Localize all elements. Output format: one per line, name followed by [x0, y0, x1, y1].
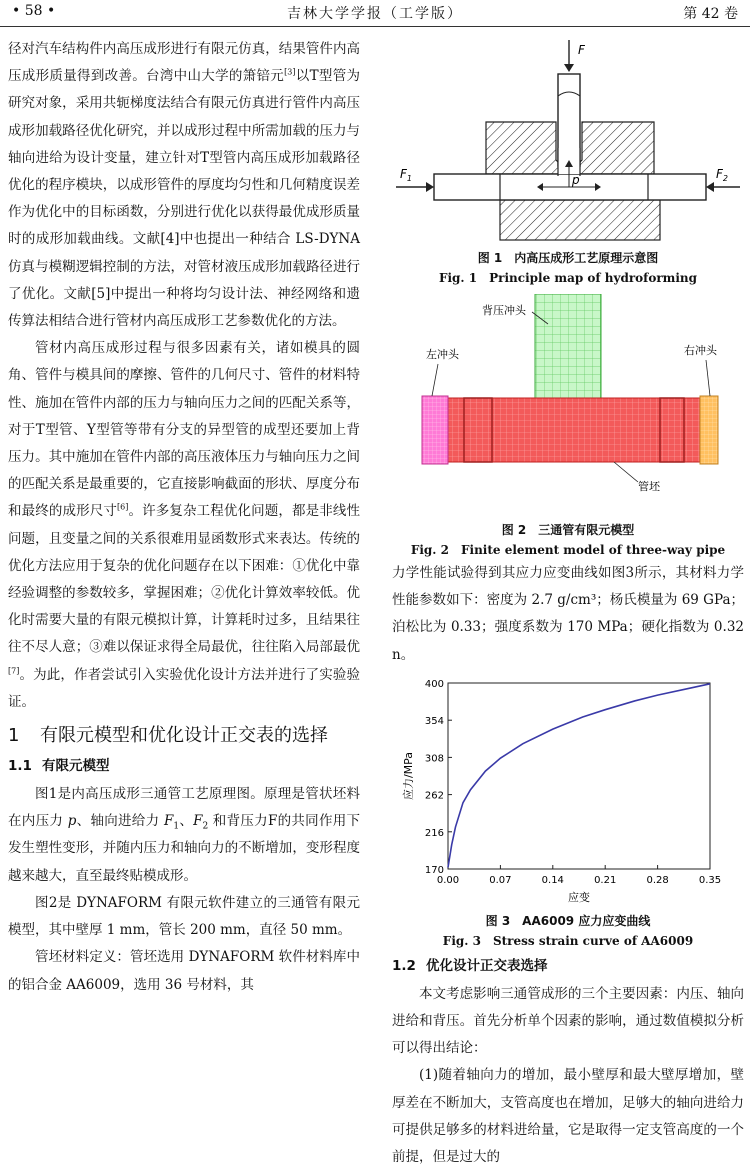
tube-label: 管坯	[638, 480, 660, 493]
left-column	[8, 36, 360, 999]
right-punch-mesh	[700, 396, 718, 464]
paragraph-5: 管坯材料定义：管坯选用 DYNAFORM 软件材料库中的铝合金 AA6009，选用 36 号材料，其	[8, 949, 360, 993]
stress-strain-curve	[448, 684, 710, 868]
volume-number: 第 42 卷	[683, 6, 738, 22]
x-tick-label: 0.07	[489, 874, 512, 886]
y-tick-label: 354	[424, 716, 444, 728]
right-column	[392, 36, 744, 1171]
x-tick-label: 0.14	[541, 874, 564, 886]
figure-3-caption-en: Fig. 3 Stress strain curve of AA6009	[442, 933, 694, 948]
y-tick-label: 170	[424, 864, 444, 876]
paragraph-6: 力学性能试验得到其应力应变曲线如图3所示，其材料力学性能参数如下：密度为 2.7 g/cm³；杨氏模量为 69 GPa；泊松比为 0.33；强度系数为 170 MPa；硬化指数为 0.32 n。	[392, 565, 744, 663]
back-punch-label: 背压冲头	[482, 304, 526, 317]
x-tick-label: 0.28	[646, 874, 669, 886]
figure-1	[392, 36, 744, 288]
figure-2	[392, 294, 744, 560]
hydroforming-diagram	[392, 36, 744, 244]
journal-title: 吉林大学学报（工学版）	[287, 6, 463, 22]
y-axis-label: 应力/MPa	[402, 751, 415, 800]
back-pressure-punch-mesh	[535, 294, 601, 406]
paragraph-4: 图2是 DYNAFORM 有限元软件建立的三通管有限元模型，其中壁厚 1 mm，管长 200 mm，直径 50 mm。	[8, 894, 360, 939]
y-tick-label: 262	[424, 790, 444, 802]
figure-1-caption-cn: 图 1 内高压成形工艺原理示意图	[477, 251, 659, 265]
figure-1-caption-en: Fig. 1 Principle map of hydroforming	[438, 271, 698, 285]
section-heading-1	[8, 720, 360, 751]
paragraph-2: 管材内高压成形过程与很多因素有关，诸如模具的圆角、管件与模具间的摩擦、管件的几何尺寸、管件的材料特性、施加在管件内部的压力与轴向压力之间的匹配关系等，对于T型管、Y型管等带有分支的异型管的成型还要加上背压力。其中施加在管件内部的高压液体压力与轴向压力之间的匹配关系是最重要的，它直接影响截面的形状、厚度分布和最终的成形尺寸[6]。许多复杂工程优化问题，都是非线性问题，且变量之间的关系很难用显函数形式来表达。传统的优化方法应用于复杂的优化问题存在以下困难：①优化中靠经验调整的参数较多，掌握困难；②优化计算效率较低。优化时需要大量的有限元模拟计算，计算耗时过多，且结果往往不尽人意；③难以保证求得全局最优，往往陷入局部最优[7]。为此，作者尝试引入实验优化设计方法并进行了实验验证。	[8, 340, 361, 710]
force-F2-label: $F_2$	[716, 167, 728, 183]
subsection-heading-1-1: 1.1 有限元模型	[8, 758, 110, 775]
x-tick-label: 0.00	[436, 874, 460, 886]
citation-6[interactable]: [6]	[117, 502, 129, 512]
left-punch-label: 左冲头	[426, 348, 459, 361]
figure-3	[392, 673, 744, 951]
plot-area	[448, 683, 710, 869]
y-tick-label: 400	[424, 678, 444, 690]
paragraph-8: (1)随着轴向力的增加，最小壁厚和最大壁厚增加，壁厚差在不断加大，支管高度也在增加，足够大的轴向进给力可提供足够多的材料进给量，它是取得一定支管高度的一个前提，但是过大的	[392, 1067, 744, 1166]
x-tick-label: 0.35	[698, 874, 722, 886]
x-axis-label: 应变	[568, 890, 590, 904]
section-title: 有限元模型和优化设计正交表的选择	[40, 725, 328, 747]
y-tick-label: 308	[424, 753, 444, 765]
citation-7[interactable]: [7]	[8, 666, 20, 676]
force-F1-label: $F_1$	[400, 167, 412, 183]
page-number: • 58 •	[12, 3, 56, 19]
figure-2-caption-en: Fig. 2 Finite element model of three-way pipe	[410, 543, 726, 557]
right-punch-label: 右冲头	[684, 344, 717, 357]
paragraph-3: 图1是内高压成形三通管工艺原理图。原理是管状坯料在内压力 p、轴向进给力 $F_1$、$F_2$ 和背压力F的共同作用下发生塑性变形，并随内压力和轴向力的不断增加，变形程度越来越大，直至最终贴模成形。	[8, 786, 361, 884]
paragraph-1: 径对汽车结构件内高压成形进行有限元仿真，结果管件内高压成形质量得到改善。台湾中山大学的箫锫元[3]以T型管为研究对象，采用共轭梯度法结合有限元仿真进行管件内高压成形加载路径优化研究，并以成形过程中所需加载的压力与轴向进给为设计变量，建立针对T型管内高压成形加载路径优化的程序模块，以成形管件的厚度均匀性和几何精度误差作为优化中的目标函数，分别进行优化以获得最优成形质量时的成形加载曲线。文献[4]中也提出一种结合 LS-DYNA 仿真与模糊逻辑控制的方法，对管材液压成形加载路径进行了优化。文献[5]中提出一种将均匀设计法、神经网络和遗传算法相结合进行管材内高压成形工艺参数优化的方法。	[8, 41, 361, 330]
x-tick-label: 0.21	[594, 874, 617, 886]
section-number: 1	[8, 725, 20, 747]
left-punch-mesh	[422, 396, 448, 464]
fem-model-diagram	[392, 294, 744, 516]
running-header	[0, 0, 750, 27]
stress-strain-chart	[392, 673, 744, 907]
force-F-label: F	[578, 43, 585, 57]
y-tick-label: 216	[424, 827, 444, 839]
figure-3-caption-cn: 图 3 AA6009 应力应变曲线	[485, 913, 651, 928]
paragraph-7: 本文考虑影响三通管成形的三个主要因素：内压、轴向进给和背压。首先分析单个因素的影响，通过数值模拟分析可以得出结论：	[392, 985, 744, 1057]
citation-3[interactable]: [3]	[284, 67, 296, 77]
figure-2-caption-cn: 图 2 三通管有限元模型	[501, 523, 635, 537]
lower-die	[500, 200, 660, 240]
tube-blank-mesh	[448, 398, 700, 462]
pressure-p-label: p	[572, 173, 580, 187]
subsection-heading-1-2: 1.2 优化设计正交表选择	[392, 957, 548, 974]
